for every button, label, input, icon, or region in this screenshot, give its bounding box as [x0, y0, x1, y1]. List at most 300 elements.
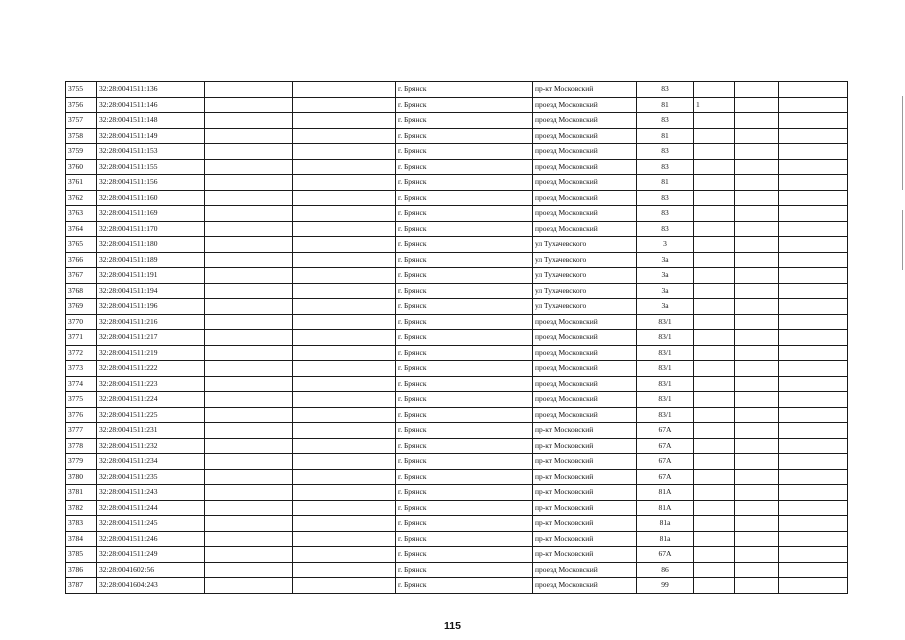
extra-number [694, 407, 735, 423]
cadastral-number: 32:28:0041511:244 [97, 500, 205, 516]
house-number: 3а [637, 299, 694, 315]
street-name: ул Тухачевского [533, 283, 637, 299]
empty-cell [779, 128, 848, 144]
extra-number [694, 361, 735, 377]
house-number: 3а [637, 283, 694, 299]
house-number: 83 [637, 206, 694, 222]
extra-number [694, 221, 735, 237]
empty-cell [735, 82, 779, 98]
empty-cell [735, 128, 779, 144]
house-number: 83/1 [637, 361, 694, 377]
house-number: 81а [637, 516, 694, 532]
empty-cell [205, 361, 293, 377]
empty-cell [779, 97, 848, 113]
street-name: проезд Московский [533, 159, 637, 175]
extra-number [694, 547, 735, 563]
empty-cell [735, 547, 779, 563]
record-number: 3766 [66, 252, 97, 268]
cadastral-number: 32:28:0041511:136 [97, 82, 205, 98]
table-row [66, 299, 848, 315]
city-name: г. Брянск [396, 485, 533, 501]
city-name: г. Брянск [396, 128, 533, 144]
table-row [66, 345, 848, 361]
empty-cell [293, 407, 396, 423]
table-row [66, 252, 848, 268]
empty-cell [293, 159, 396, 175]
empty-cell [779, 190, 848, 206]
street-name: пр-кт Московский [533, 423, 637, 439]
empty-cell [293, 175, 396, 191]
street-name: пр-кт Московский [533, 485, 637, 501]
record-number: 3759 [66, 144, 97, 160]
record-number: 3776 [66, 407, 97, 423]
city-name: г. Брянск [396, 97, 533, 113]
cadastral-number: 32:28:0041511:191 [97, 268, 205, 284]
house-number: 81а [637, 531, 694, 547]
city-name: г. Брянск [396, 144, 533, 160]
empty-cell [205, 314, 293, 330]
extra-number [694, 345, 735, 361]
empty-cell [293, 547, 396, 563]
empty-cell [293, 485, 396, 501]
table-row [66, 376, 848, 392]
empty-cell [779, 299, 848, 315]
cadastral-number: 32:28:0041511:216 [97, 314, 205, 330]
street-name: проезд Московский [533, 562, 637, 578]
empty-cell [779, 330, 848, 346]
empty-cell [205, 438, 293, 454]
city-name: г. Брянск [396, 330, 533, 346]
empty-cell [735, 144, 779, 160]
city-name: г. Брянск [396, 361, 533, 377]
empty-cell [779, 221, 848, 237]
empty-cell [735, 283, 779, 299]
table-row [66, 578, 848, 594]
empty-cell [779, 547, 848, 563]
empty-cell [293, 97, 396, 113]
cadastral-number: 32:28:0041511:180 [97, 237, 205, 253]
empty-cell [779, 469, 848, 485]
empty-cell [735, 516, 779, 532]
record-number: 3768 [66, 283, 97, 299]
street-name: ул Тухачевского [533, 299, 637, 315]
cadastral-number: 32:28:0041511:246 [97, 531, 205, 547]
scan-edge-mark [902, 210, 903, 270]
empty-cell [779, 361, 848, 377]
cadastral-number: 32:28:0041511:223 [97, 376, 205, 392]
extra-number [694, 392, 735, 408]
street-name: проезд Московский [533, 221, 637, 237]
empty-cell [205, 144, 293, 160]
table-row [66, 330, 848, 346]
table-row [66, 516, 848, 532]
city-name: г. Брянск [396, 516, 533, 532]
street-name: пр-кт Московский [533, 469, 637, 485]
empty-cell [293, 314, 396, 330]
extra-number [694, 82, 735, 98]
empty-cell [205, 330, 293, 346]
extra-number [694, 206, 735, 222]
cadastral-number: 32:28:0041511:189 [97, 252, 205, 268]
empty-cell [293, 562, 396, 578]
empty-cell [735, 500, 779, 516]
extra-number [694, 128, 735, 144]
table-row [66, 500, 848, 516]
record-number: 3785 [66, 547, 97, 563]
empty-cell [205, 206, 293, 222]
street-name: проезд Московский [533, 361, 637, 377]
city-name: г. Брянск [396, 314, 533, 330]
scan-edge-mark [902, 96, 903, 190]
record-number: 3764 [66, 221, 97, 237]
house-number: 83/1 [637, 376, 694, 392]
empty-cell [293, 345, 396, 361]
empty-cell [779, 268, 848, 284]
table-row [66, 97, 848, 113]
empty-cell [735, 562, 779, 578]
table-row [66, 159, 848, 175]
empty-cell [735, 206, 779, 222]
empty-cell [779, 454, 848, 470]
record-number: 3781 [66, 485, 97, 501]
cadastral-number: 32:28:0041511:194 [97, 283, 205, 299]
table-row [66, 82, 848, 98]
cadastral-number: 32:28:0041511:224 [97, 392, 205, 408]
cadastral-number: 32:28:0041511:231 [97, 423, 205, 439]
city-name: г. Брянск [396, 159, 533, 175]
house-number: 83/1 [637, 314, 694, 330]
empty-cell [205, 299, 293, 315]
empty-cell [293, 578, 396, 594]
city-name: г. Брянск [396, 252, 533, 268]
empty-cell [205, 516, 293, 532]
empty-cell [205, 221, 293, 237]
city-name: г. Брянск [396, 500, 533, 516]
cadastral-number: 32:28:0041511:169 [97, 206, 205, 222]
table-row [66, 144, 848, 160]
empty-cell [779, 175, 848, 191]
house-number: 83 [637, 221, 694, 237]
empty-cell [735, 361, 779, 377]
extra-number [694, 454, 735, 470]
empty-cell [205, 128, 293, 144]
extra-number [694, 159, 735, 175]
house-number: 3а [637, 252, 694, 268]
empty-cell [735, 314, 779, 330]
city-name: г. Брянск [396, 82, 533, 98]
empty-cell [205, 252, 293, 268]
table-row [66, 562, 848, 578]
empty-cell [293, 113, 396, 129]
house-number: 67А [637, 547, 694, 563]
house-number: 83/1 [637, 407, 694, 423]
extra-number [694, 578, 735, 594]
extra-number [694, 113, 735, 129]
empty-cell [779, 206, 848, 222]
street-name: проезд Московский [533, 97, 637, 113]
city-name: г. Брянск [396, 345, 533, 361]
empty-cell [735, 175, 779, 191]
street-name: пр-кт Московский [533, 500, 637, 516]
street-name: пр-кт Московский [533, 516, 637, 532]
empty-cell [779, 314, 848, 330]
street-name: ул Тухачевского [533, 237, 637, 253]
empty-cell [293, 299, 396, 315]
table-row [66, 268, 848, 284]
empty-cell [779, 485, 848, 501]
empty-cell [293, 376, 396, 392]
empty-cell [293, 206, 396, 222]
extra-number [694, 562, 735, 578]
street-name: проезд Московский [533, 190, 637, 206]
city-name: г. Брянск [396, 562, 533, 578]
empty-cell [293, 190, 396, 206]
record-number: 3767 [66, 268, 97, 284]
extra-number [694, 485, 735, 501]
empty-cell [735, 407, 779, 423]
house-number: 83 [637, 159, 694, 175]
house-number: 83/1 [637, 330, 694, 346]
empty-cell [205, 392, 293, 408]
empty-cell [205, 469, 293, 485]
empty-cell [205, 547, 293, 563]
cadastral-number: 32:28:0041511:232 [97, 438, 205, 454]
table-row [66, 361, 848, 377]
street-name: проезд Московский [533, 392, 637, 408]
extra-number [694, 252, 735, 268]
city-name: г. Брянск [396, 113, 533, 129]
city-name: г. Брянск [396, 175, 533, 191]
record-number: 3770 [66, 314, 97, 330]
empty-cell [205, 268, 293, 284]
empty-cell [293, 423, 396, 439]
empty-cell [205, 237, 293, 253]
empty-cell [293, 454, 396, 470]
empty-cell [293, 283, 396, 299]
table-row [66, 454, 848, 470]
city-name: г. Брянск [396, 206, 533, 222]
page-number: 115 [444, 620, 461, 632]
record-number: 3763 [66, 206, 97, 222]
empty-cell [779, 159, 848, 175]
cadastral-number: 32:28:0041511:196 [97, 299, 205, 315]
city-name: г. Брянск [396, 407, 533, 423]
cadastral-number: 32:28:0041511:235 [97, 469, 205, 485]
empty-cell [779, 392, 848, 408]
street-name: проезд Московский [533, 128, 637, 144]
registry-sheet [65, 81, 847, 594]
empty-cell [735, 252, 779, 268]
extra-number [694, 531, 735, 547]
empty-cell [293, 469, 396, 485]
house-number: 83 [637, 113, 694, 129]
extra-number [694, 376, 735, 392]
table-row [66, 128, 848, 144]
empty-cell [779, 345, 848, 361]
city-name: г. Брянск [396, 454, 533, 470]
city-name: г. Брянск [396, 423, 533, 439]
record-number: 3780 [66, 469, 97, 485]
house-number: 67А [637, 469, 694, 485]
empty-cell [779, 500, 848, 516]
empty-cell [779, 113, 848, 129]
table-row [66, 531, 848, 547]
cadastral-number: 32:28:0041511:249 [97, 547, 205, 563]
empty-cell [293, 221, 396, 237]
empty-cell [293, 392, 396, 408]
street-name: проезд Московский [533, 578, 637, 594]
empty-cell [293, 252, 396, 268]
house-number: 67А [637, 454, 694, 470]
city-name: г. Брянск [396, 190, 533, 206]
empty-cell [779, 144, 848, 160]
empty-cell [735, 485, 779, 501]
table-row [66, 190, 848, 206]
record-number: 3786 [66, 562, 97, 578]
empty-cell [735, 299, 779, 315]
city-name: г. Брянск [396, 221, 533, 237]
street-name: проезд Московский [533, 330, 637, 346]
empty-cell [205, 485, 293, 501]
cadastral-number: 32:28:0041511:156 [97, 175, 205, 191]
empty-cell [735, 345, 779, 361]
empty-cell [735, 330, 779, 346]
table-row [66, 392, 848, 408]
empty-cell [735, 97, 779, 113]
street-name: проезд Московский [533, 206, 637, 222]
house-number: 83 [637, 82, 694, 98]
empty-cell [735, 438, 779, 454]
empty-cell [779, 82, 848, 98]
empty-cell [205, 345, 293, 361]
street-name: проезд Московский [533, 175, 637, 191]
street-name: ул Тухачевского [533, 252, 637, 268]
table-row [66, 283, 848, 299]
table-row [66, 206, 848, 222]
street-name: проезд Московский [533, 113, 637, 129]
city-name: г. Брянск [396, 283, 533, 299]
city-name: г. Брянск [396, 392, 533, 408]
registry-body [66, 82, 848, 594]
table-row [66, 469, 848, 485]
cadastral-number: 32:28:0041511:234 [97, 454, 205, 470]
cadastral-number: 32:28:0041604:243 [97, 578, 205, 594]
empty-cell [735, 531, 779, 547]
city-name: г. Брянск [396, 578, 533, 594]
empty-cell [735, 423, 779, 439]
extra-number [694, 423, 735, 439]
record-number: 3772 [66, 345, 97, 361]
table-row [66, 438, 848, 454]
cadastral-number: 32:28:0041511:217 [97, 330, 205, 346]
empty-cell [735, 237, 779, 253]
empty-cell [293, 144, 396, 160]
city-name: г. Брянск [396, 547, 533, 563]
extra-number [694, 268, 735, 284]
record-number: 3761 [66, 175, 97, 191]
extra-number [694, 500, 735, 516]
street-name: проезд Московский [533, 314, 637, 330]
table-row [66, 547, 848, 563]
empty-cell [779, 283, 848, 299]
record-number: 3783 [66, 516, 97, 532]
cadastral-number: 32:28:0041511:160 [97, 190, 205, 206]
extra-number: 1 [694, 97, 735, 113]
table-row [66, 485, 848, 501]
house-number: 3 [637, 237, 694, 253]
empty-cell [205, 454, 293, 470]
empty-cell [293, 82, 396, 98]
empty-cell [735, 190, 779, 206]
house-number: 81А [637, 485, 694, 501]
extra-number [694, 175, 735, 191]
record-number: 3774 [66, 376, 97, 392]
extra-number [694, 330, 735, 346]
empty-cell [205, 113, 293, 129]
record-number: 3762 [66, 190, 97, 206]
record-number: 3779 [66, 454, 97, 470]
city-name: г. Брянск [396, 299, 533, 315]
empty-cell [205, 283, 293, 299]
city-name: г. Брянск [396, 268, 533, 284]
extra-number [694, 190, 735, 206]
street-name: пр-кт Московский [533, 454, 637, 470]
empty-cell [779, 578, 848, 594]
empty-cell [205, 531, 293, 547]
record-number: 3755 [66, 82, 97, 98]
empty-cell [205, 376, 293, 392]
empty-cell [205, 175, 293, 191]
empty-cell [735, 454, 779, 470]
extra-number [694, 299, 735, 315]
empty-cell [293, 237, 396, 253]
house-number: 67А [637, 423, 694, 439]
house-number: 81А [637, 500, 694, 516]
empty-cell [735, 221, 779, 237]
street-name: проезд Московский [533, 144, 637, 160]
table-row [66, 314, 848, 330]
extra-number [694, 237, 735, 253]
empty-cell [779, 237, 848, 253]
street-name: пр-кт Московский [533, 438, 637, 454]
cadastral-number: 32:28:0041602:56 [97, 562, 205, 578]
extra-number [694, 144, 735, 160]
table-row [66, 237, 848, 253]
record-number: 3787 [66, 578, 97, 594]
empty-cell [205, 423, 293, 439]
table-row [66, 423, 848, 439]
cadastral-number: 32:28:0041511:170 [97, 221, 205, 237]
empty-cell [293, 268, 396, 284]
house-number: 81 [637, 97, 694, 113]
street-name: пр-кт Московский [533, 531, 637, 547]
city-name: г. Брянск [396, 531, 533, 547]
street-name: проезд Московский [533, 345, 637, 361]
empty-cell [205, 578, 293, 594]
house-number: 86 [637, 562, 694, 578]
empty-cell [735, 376, 779, 392]
record-number: 3778 [66, 438, 97, 454]
house-number: 99 [637, 578, 694, 594]
empty-cell [779, 531, 848, 547]
table-row [66, 407, 848, 423]
empty-cell [293, 128, 396, 144]
empty-cell [735, 578, 779, 594]
house-number: 81 [637, 128, 694, 144]
extra-number [694, 283, 735, 299]
record-number: 3771 [66, 330, 97, 346]
empty-cell [779, 562, 848, 578]
